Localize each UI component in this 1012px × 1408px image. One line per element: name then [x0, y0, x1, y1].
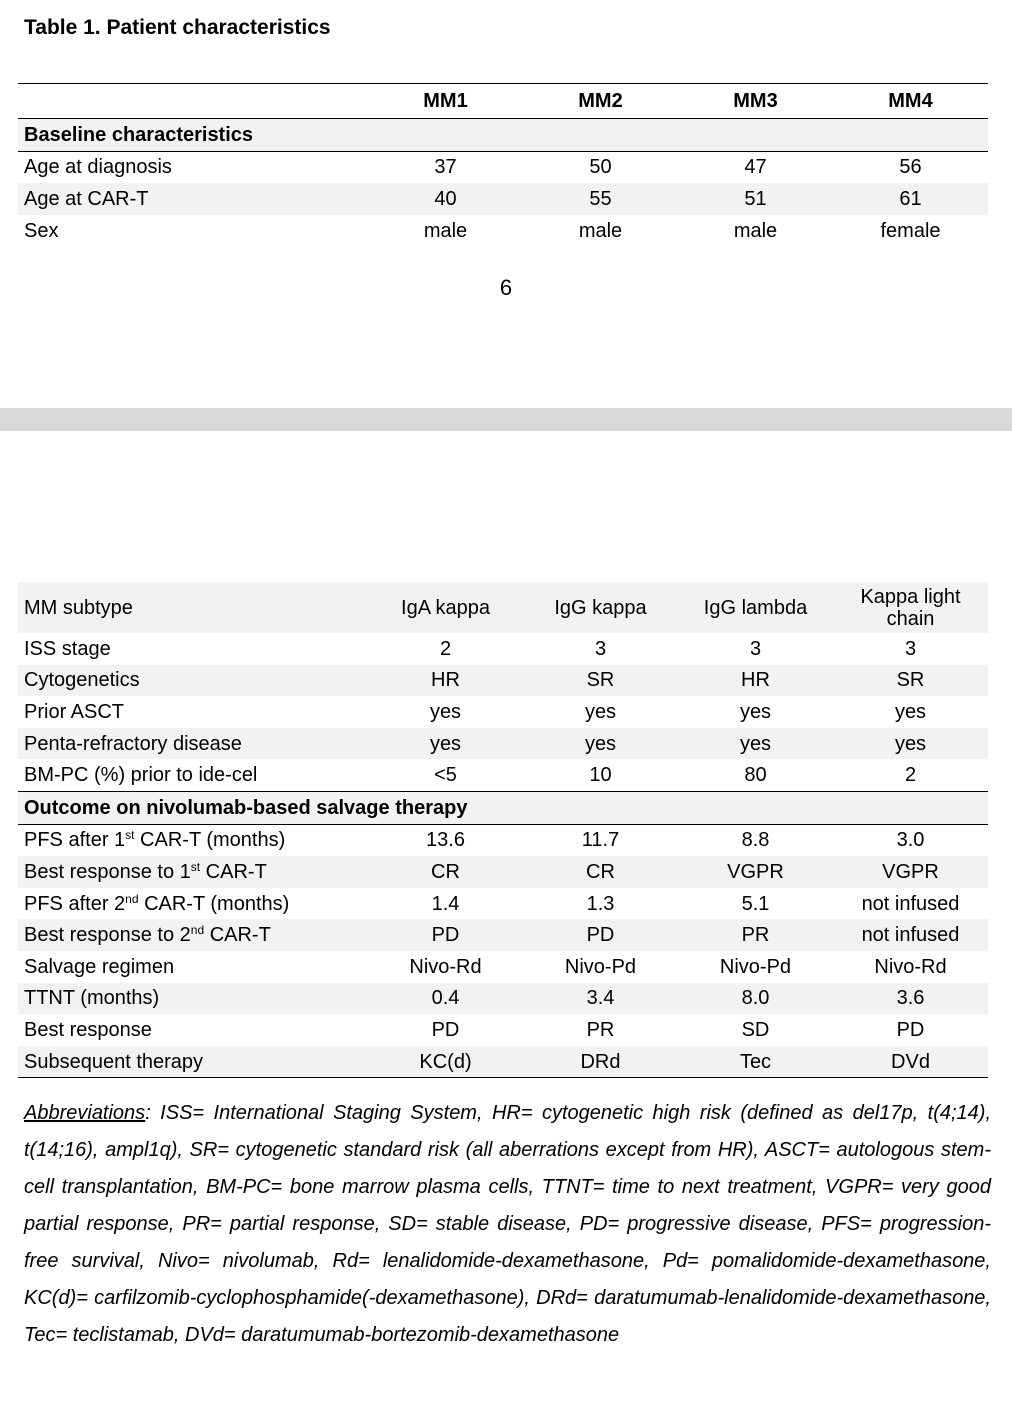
table-cell: IgG kappa [523, 582, 678, 633]
table-cell: SD [741, 1018, 770, 1041]
table-cell: HR [368, 665, 523, 697]
table-cell: 3.6 [833, 983, 988, 1015]
row-label: ISS stage [24, 637, 111, 660]
table-cell: yes [739, 700, 772, 723]
table-row [18, 888, 988, 920]
table-cell: 50 [589, 156, 612, 179]
table-cell: 3 [904, 637, 917, 660]
table-cell: yes [678, 728, 833, 760]
table-row [18, 151, 988, 183]
section-row-baseline [18, 119, 988, 152]
row-label: Penta-refractory disease [18, 728, 368, 760]
row-label: PFS after 2nd CAR-T (months) [24, 891, 290, 915]
table-cell: PD [896, 1018, 925, 1041]
column-header-mm4: MM4 [833, 84, 988, 119]
table-row [18, 919, 988, 951]
table-cell: 2 [904, 764, 917, 787]
table-row [18, 665, 988, 697]
section-heading-baseline: Baseline characteristics [18, 119, 988, 152]
table-cell: not infused [861, 892, 960, 915]
table-cell: 47 [744, 156, 767, 179]
table-row [18, 1046, 988, 1078]
table-cell: CR [523, 856, 678, 888]
table-cell: <5 [434, 764, 457, 787]
table-cell: 8.0 [678, 983, 833, 1015]
row-label: TTNT (months) [18, 983, 368, 1015]
section-heading-outcome: Outcome on nivolumab-based salvage therapy [18, 791, 988, 824]
table-cell: 61 [833, 183, 988, 215]
row-label: Age at diagnosis [24, 156, 172, 179]
table-cell: 3 [594, 637, 607, 660]
table-cell: Nivo-Rd [409, 955, 482, 978]
row-label: BM-PC (%) prior to ide-cel [24, 764, 258, 787]
table-cell: male [423, 219, 468, 242]
table-cell: KC(d) [368, 1046, 523, 1078]
table-cell: HR [678, 665, 833, 697]
table-cell: Tec [678, 1046, 833, 1078]
row-label: Subsequent therapy [18, 1046, 368, 1078]
table-row [18, 1014, 988, 1046]
row-label: Best response to 2nd CAR-T [18, 919, 368, 951]
table-cell: 13.6 [426, 829, 465, 852]
table-row [18, 824, 988, 856]
table-cell: yes [429, 700, 462, 723]
table-cell: 10 [589, 764, 612, 787]
table-cell: 1.3 [586, 892, 615, 915]
table-cell: 56 [899, 156, 922, 179]
table-cell: yes [584, 700, 617, 723]
abbreviations-label: Abbreviations [24, 1102, 146, 1124]
table-cell: 0.4 [368, 983, 523, 1015]
page-separator [0, 408, 1012, 431]
table-cell: 2 [439, 637, 452, 660]
table-row [18, 696, 988, 728]
table-cell: VGPR [678, 856, 833, 888]
table-cell: 3 [749, 637, 762, 660]
table-cell: 5.1 [741, 892, 770, 915]
table-row [18, 633, 988, 665]
row-label: Best response [24, 1018, 152, 1041]
table-row [18, 983, 988, 1015]
table-title: Table 1. Patient characteristics [24, 16, 331, 39]
table-cell: 55 [523, 183, 678, 215]
table-cell: SR [833, 665, 988, 697]
row-label: Age at CAR-T [18, 183, 368, 215]
row-label: MM subtype [18, 582, 368, 633]
table-cell: male [578, 219, 623, 242]
column-header-mm2: MM2 [523, 84, 678, 119]
table-cell: DRd [523, 1046, 678, 1078]
table-row [18, 759, 988, 791]
table-cell: 37 [434, 156, 457, 179]
table-cell: Kappa light chain [833, 582, 988, 633]
table-row [18, 728, 988, 760]
row-label: Salvage regimen [24, 955, 175, 978]
table-row [18, 183, 988, 215]
abbreviations-footnote [24, 1095, 991, 1354]
table-row [18, 856, 988, 888]
patient-table-bottom [18, 582, 988, 1078]
table-cell: 1.4 [431, 892, 460, 915]
table-cell: yes [368, 728, 523, 760]
column-header-mm1: MM1 [368, 84, 523, 119]
page-number: 6 [499, 275, 513, 300]
table-cell: CR [368, 856, 523, 888]
table-cell: VGPR [833, 856, 988, 888]
table-cell: DVd [833, 1046, 988, 1078]
header-empty-cell [18, 84, 368, 119]
table-cell: PD [431, 1018, 460, 1041]
table-cell: female [880, 219, 941, 242]
row-label: Cytogenetics [18, 665, 368, 697]
table-cell: SR [523, 665, 678, 697]
table-cell: 3.0 [896, 829, 925, 852]
table-cell: Nivo-Pd [719, 955, 792, 978]
table-cell: 11.7 [581, 829, 620, 852]
row-label: PFS after 1st CAR-T (months) [24, 828, 286, 852]
row-label: Sex [24, 219, 59, 242]
table-cell: PD [368, 919, 523, 951]
table-cell: yes [523, 728, 678, 760]
table-cell: yes [894, 700, 927, 723]
table-cell: Nivo-Rd [874, 955, 947, 978]
row-label: Best response to 1st CAR-T [18, 856, 368, 888]
table-row [18, 215, 988, 247]
table-header-row [18, 84, 988, 119]
table-cell: male [733, 219, 778, 242]
section-row-outcome [18, 791, 988, 824]
table-cell: Nivo-Pd [564, 955, 637, 978]
table-cell: yes [833, 728, 988, 760]
table-cell: not infused [833, 919, 988, 951]
table-row [18, 582, 988, 633]
table-cell: PD [523, 919, 678, 951]
table-row [18, 951, 988, 983]
table-cell: 51 [678, 183, 833, 215]
table-cell: IgG lambda [678, 582, 833, 633]
table-cell: 8.8 [741, 829, 770, 852]
column-header-mm3: MM3 [678, 84, 833, 119]
table-cell: IgA kappa [368, 582, 523, 633]
patient-table-top [18, 83, 988, 246]
table-cell: 40 [368, 183, 523, 215]
table-cell: PR [586, 1018, 615, 1041]
table-cell: PR [678, 919, 833, 951]
abbreviations-text: : ISS= International Staging System, HR= cytogenetic high risk (defined as del17p, t(4;14), t(14;16), ampl1q), SR= cytogenetic standard risk (all aberrations except from HR), ASCT= autologous stem-cell transplantation, BM-PC= bone marrow plasma cells, TTNT= time to next treatment, VGPR= very good partial response, PR= partial response, SD= stable disease, PD= progressive disease, PFS= progression-free survival, Nivo= nivolumab, Rd= lenalidomide-dexamethasone, Pd= pomalidomide-dexamethasone, KC(d)= carfilzomib-cyclophosphamide(-dexamethasone), DRd= daratumumab-lenalidomide-dexamethasone, Tec= teclistamab, DVd= daratumumab-bortezomib-dexamethasone [24, 1102, 991, 1346]
table-cell: 3.4 [523, 983, 678, 1015]
row-label: Prior ASCT [24, 700, 125, 723]
table-cell: 80 [744, 764, 767, 787]
